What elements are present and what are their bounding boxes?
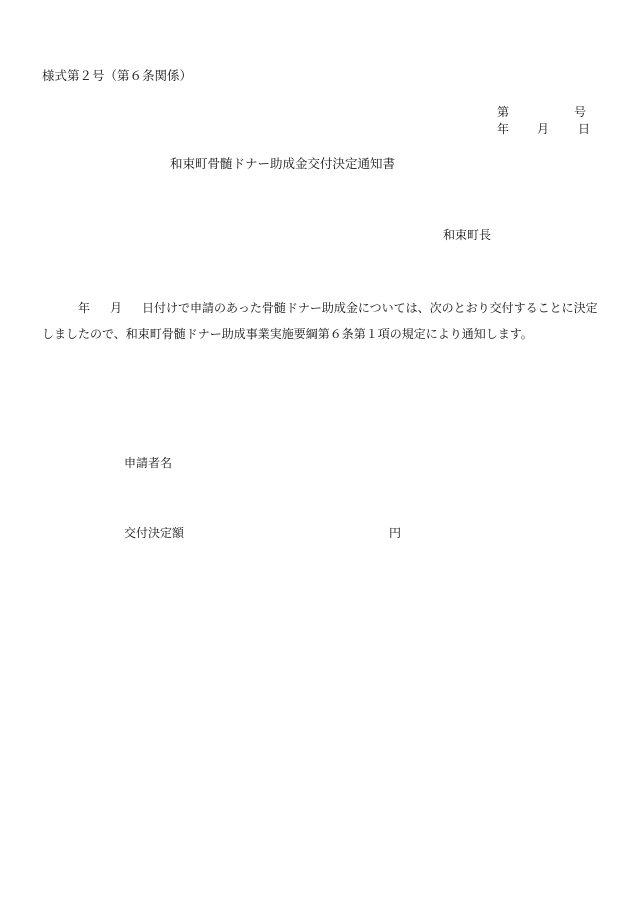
doc-number-go: 号 [574, 105, 587, 119]
doc-number-dai: 第 [497, 105, 510, 119]
document-title: 和束町骨髄ドナー助成金交付決定通知書 [170, 156, 396, 171]
amount-label: 交付決定額 [124, 526, 185, 540]
issuer-name: 和束町長 [443, 228, 492, 242]
date-year: 年 [497, 122, 510, 136]
amount-unit: 円 [389, 526, 402, 540]
body-month-label: 月 [110, 301, 123, 315]
form-label: 様式第２号（第６条関係） [42, 68, 193, 83]
body-year-label: 年 [78, 301, 91, 315]
body-text: 日付けで申請のあった骨髄ドナー助成金については、次のとおり交付することに決定しましたので、和束町骨髄ドナー助成事業実施要綱第６条第１項の規定により通知します。 [42, 301, 598, 341]
applicant-label: 申請者名 [124, 456, 173, 470]
date-day: 日 [578, 122, 591, 136]
date-month: 月 [537, 122, 550, 136]
notice-body [42, 295, 602, 347]
